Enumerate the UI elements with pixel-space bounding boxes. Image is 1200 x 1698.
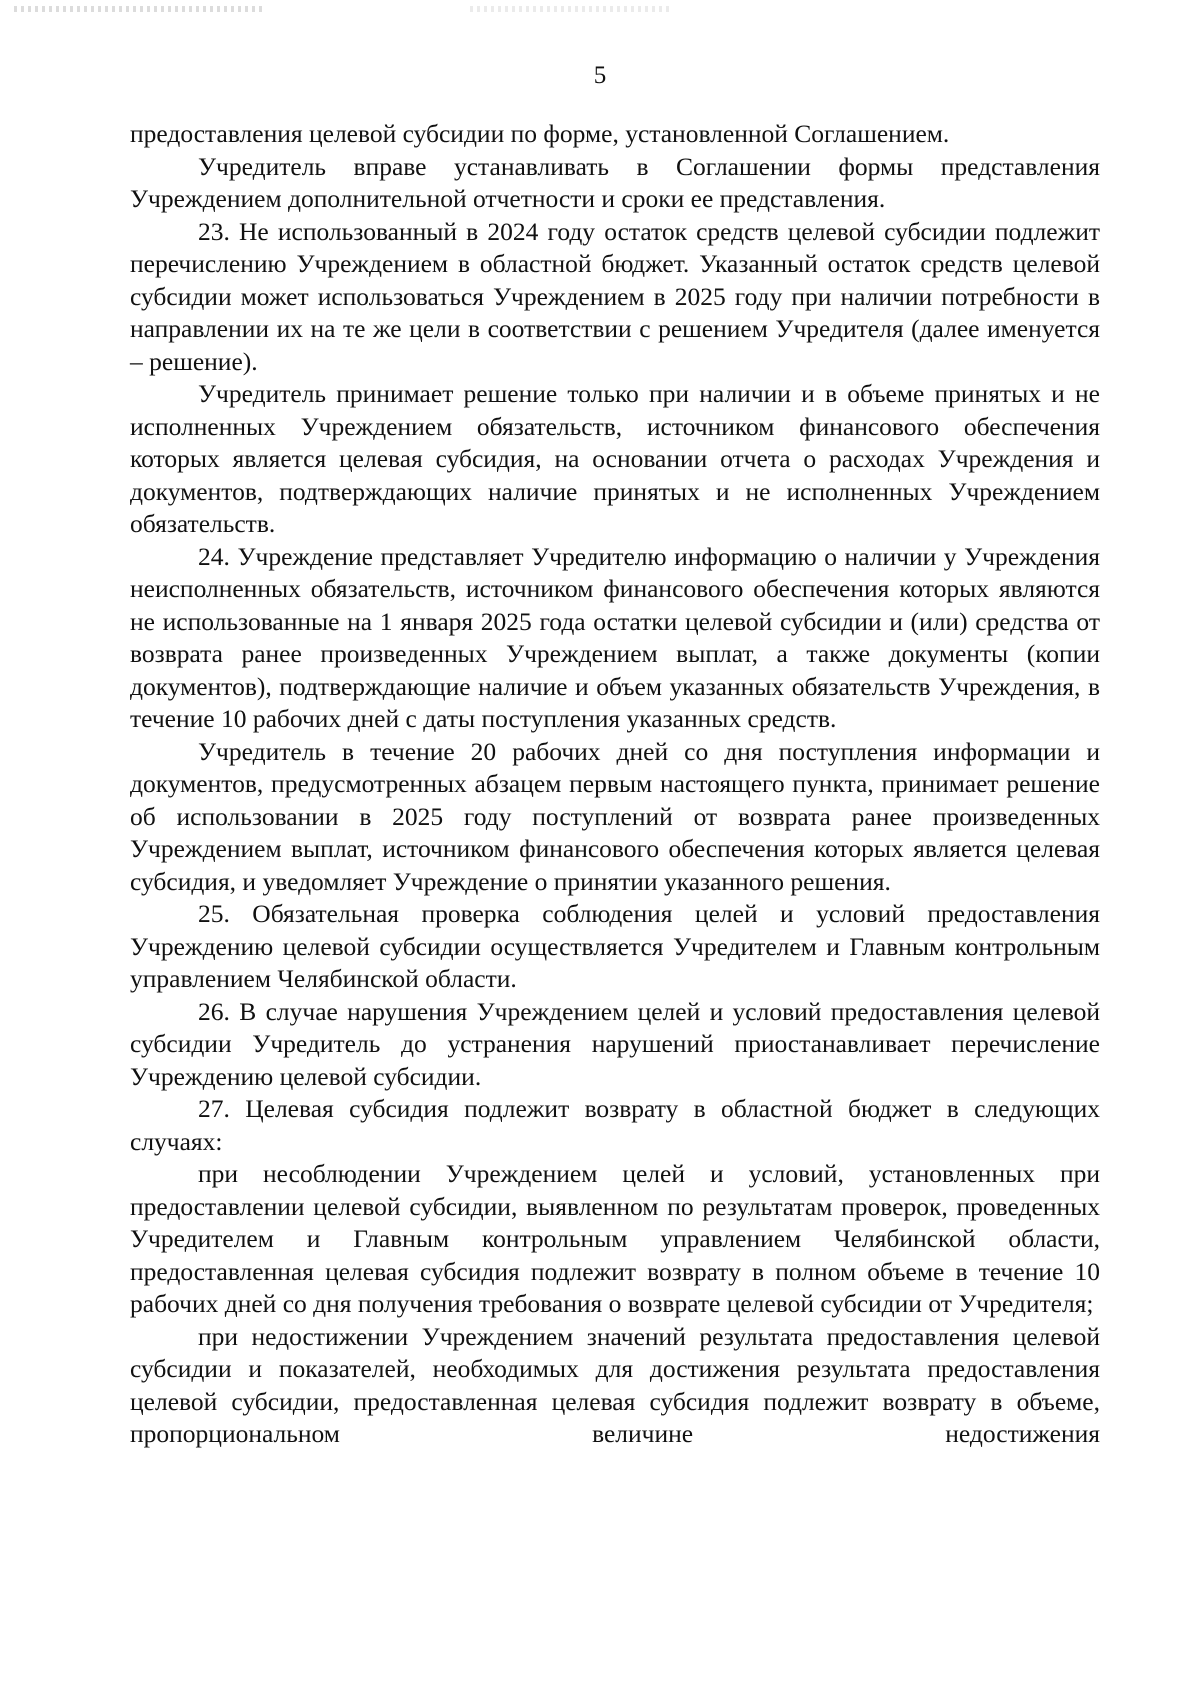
scan-artifact <box>470 6 670 12</box>
paragraph-item-27: 27. Целевая субсидия подлежит возврату в областной бюджет в следующих случаях: <box>130 1094 1100 1156</box>
document-body <box>130 118 1100 1451</box>
paragraph: при несоблюдении Учреждением целей и условий, установленных при предоставлении целевой субсидии, выявленном по результатам проверок, проведенных Учредителем и Главным контрольным управлением Челябинской области, предоставленная целевая субсидия подлежит возврату в полном объеме в течение 10 рабочих дней со дня получения требования о возврате целевой субсидии от Учредителя; <box>130 1159 1100 1318</box>
page-number: 5 <box>593 62 607 89</box>
paragraph: предоставления целевой субсидии по форме, установленной Соглашением. <box>130 119 950 148</box>
scan-artifact <box>14 6 264 12</box>
paragraph-item-26: 26. В случае нарушения Учреждением целей и условий предоставления целевой субсидии Учредитель до устранения нарушений приостанавливает перечисление Учреждению целевой субсидии. <box>130 996 1100 1091</box>
paragraph: Учредитель принимает решение только при наличии и в объеме принятых и не исполненных Учреждением обязательств, источником финансового обеспечения которых является целевая субсидия, на основании отчета о расходах Учреждения и документов, подтверждающих наличие принятых и не исполненных Учреждением обязательств. <box>130 379 1100 538</box>
paragraph-item-25: 25. Обязательная проверка соблюдения целей и условий предоставления Учреждению целевой субсидии осуществляется Учредителем и Главным контрольным управлением Челябинской области. <box>130 899 1100 993</box>
paragraph: Учредитель вправе устанавливать в Соглашении формы представления Учреждением дополнительной отчетности и сроки ее представления. <box>130 151 1100 213</box>
paragraph-item-23: 23. Не использованный в 2024 году остаток средств целевой субсидии подлежит перечислению Учреждением в областной бюджет. Указанный остаток средств целевой субсидии может использоваться Учреждением в 2025 году при наличии потребности в направлении их на те же цели в соответствии с решением Учредителя (далее именуется – решение). <box>130 216 1100 376</box>
paragraph-item-24: 24. Учреждение представляет Учредителю информацию о наличии у Учреждения неисполненных обязательств, источником финансового обеспечения которых являются не использованные на 1 января 2025 года остатки целевой субсидии и (или) средства от возврата ранее произведенных Учреждением выплат, а также документы (копии документов), подтверждающие наличие и объем указанных обязательств Учреждения, в течение 10 рабочих дней с даты поступления указанных средств. <box>130 541 1100 733</box>
paragraph: Учредитель в течение 20 рабочих дней со дня поступления информации и документов, предусмотренных абзацем первым настоящего пункта, принимает решение об использовании в 2025 году поступлений от возврата ранее произведенных Учреждением выплат, источником финансового обеспечения которых является целевая субсидия, и уведомляет Учреждение о принятии указанного решения. <box>130 736 1100 896</box>
paragraph-continued: при недостижении Учреждением значений результата предоставления целевой субсидии и показателей, необходимых для достижения результата предоставления целевой субсидии, предоставленная целевая субсидия подлежит возврату в объеме, пропорциональном величине недостижения <box>130 1321 1100 1448</box>
